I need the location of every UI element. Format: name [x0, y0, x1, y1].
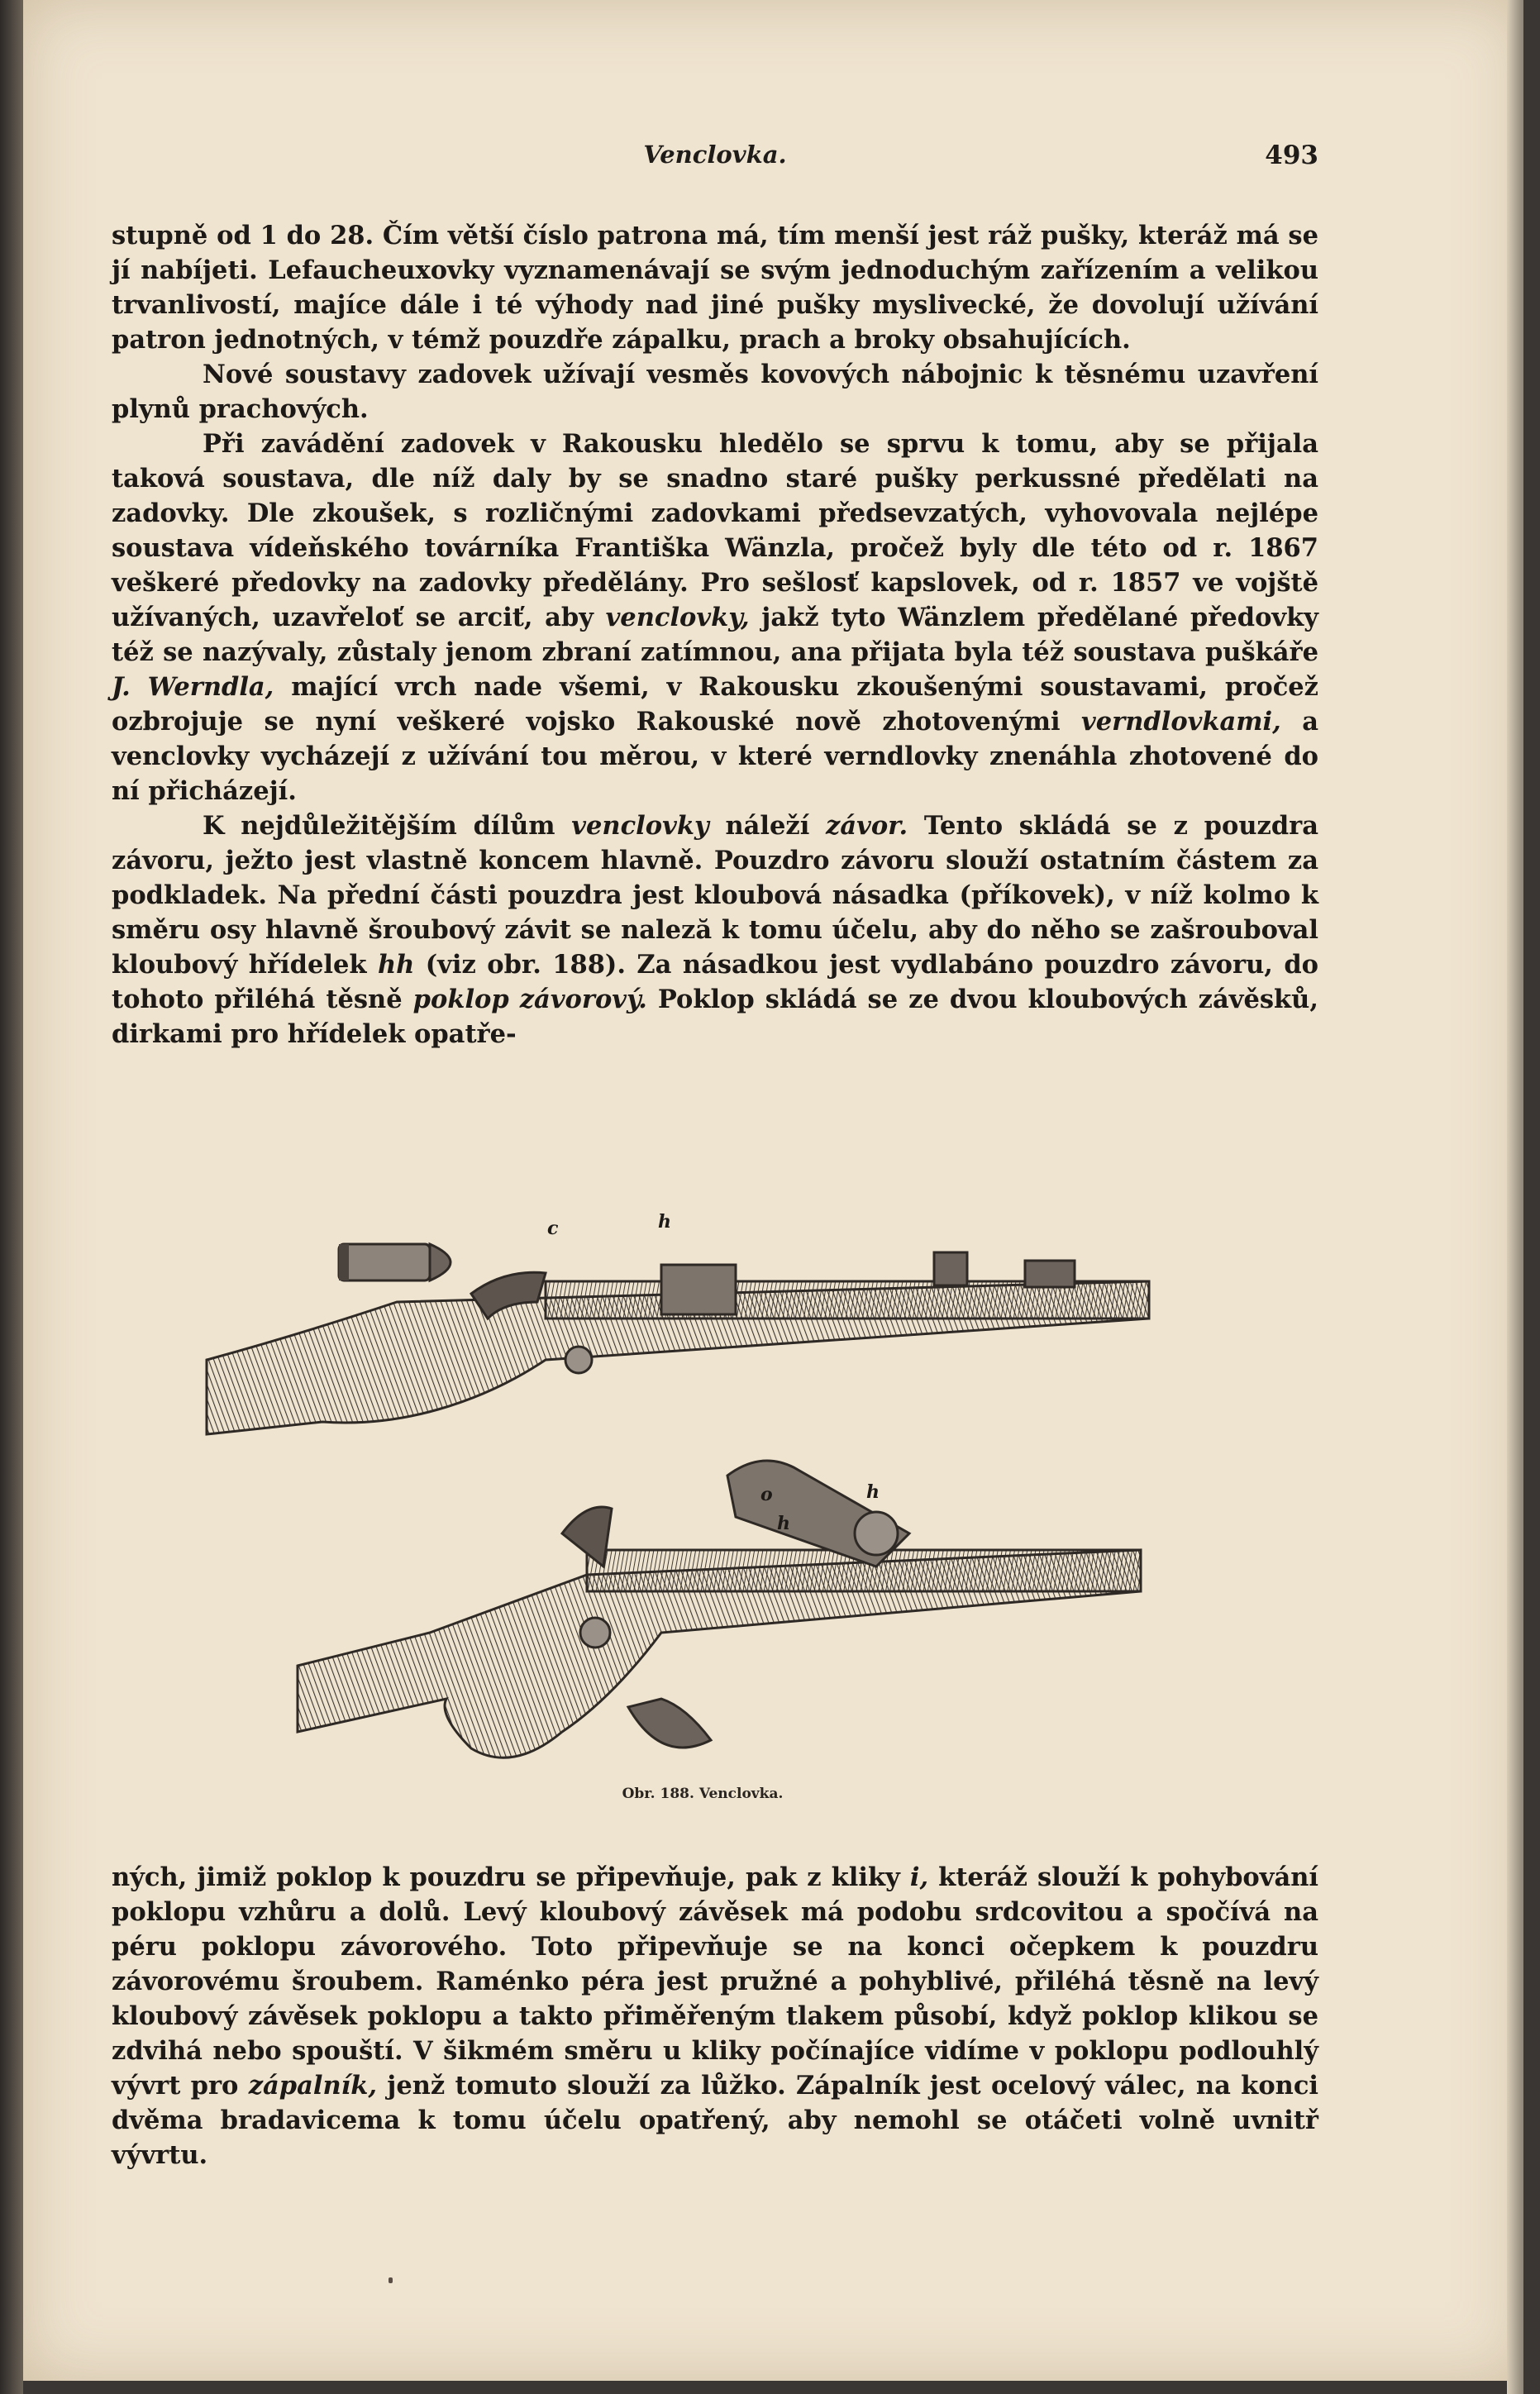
italic-term: verndlovkami,	[1081, 707, 1281, 737]
paragraph	[112, 427, 1318, 808]
book-gutter	[0, 0, 23, 2394]
italic-term: poklop závorový.	[412, 985, 647, 1014]
label-o: o	[760, 1484, 773, 1505]
label-h-mid: h	[777, 1513, 790, 1534]
italic-term: J. Werndla,	[112, 672, 274, 702]
italic-term: i,	[909, 1862, 929, 1892]
label-h-top: h	[658, 1211, 671, 1233]
label-c: c	[547, 1218, 559, 1239]
page-edge	[1507, 0, 1523, 2394]
text-run: Poklop skládá se ze dvou kloubových závěsků, dirkami pro hřídelek opatře-	[112, 985, 1318, 1049]
body-text-bottom	[112, 1860, 1318, 2172]
text-run: ných, jimiž poklop k pouzdru se připevňuje, pak z kliky	[112, 1862, 910, 1892]
print-speck	[389, 2277, 393, 2283]
rifle-open-illustration	[298, 1461, 1141, 1757]
italic-term: hh	[377, 950, 415, 980]
italic-term: zápalník,	[248, 2071, 377, 2101]
running-header	[112, 141, 1318, 182]
italic-term: venclovky	[571, 811, 709, 841]
rifle-engraving	[198, 1203, 1207, 1773]
text-run: stupně od 1 do 28. Čím větší číslo patrona má, tím menší jest ráž pušky, kteráž má se jí nabíjeti. Lefaucheuxovky vyznamenávají se svým jednoduchým zařízením a velikou trvanlivostí, majíce dále i té výhody nad jiné pušky myslivecké, že dovolují užívání patron jednotných, v témž pouzdře zápalku, prach a broky obsahujících.	[112, 221, 1318, 355]
text-run: a venclovky vycházejí z užívání tou měrou, v které verndlovky znenáhla zhotovené do ní přicházejí.	[112, 707, 1318, 806]
text-run: Tento skládá se z pouzdra závoru, ježto jest vlastně koncem hlavně. Pouzdro závoru slouží ostatním částem za podkladek. Na přední části pouzdra jest kloubová násadka (příkovek), v níž kolmo k směru osy hlavně šroubový závit se naleză k tomu účelu, aby do něho se zašrouboval kloubový hřídelek	[112, 811, 1319, 980]
text-run: mající vrch nade všemi, v Rakousku zkoušenými soustavami, pročež ozbrojuje se nyní veškeré vojsko Rakouské nově zhotovenými	[112, 672, 1318, 737]
italic-term: závor.	[826, 811, 908, 841]
paragraph	[112, 357, 1318, 427]
paragraph	[112, 1860, 1318, 2172]
text-run: jenž tomuto slouží za lůžko. Zápalník jest ocelový válec, na konci dvěma bradavicema k tomu účelu opatřený, aby nemohl se otáčeti volně uvnitř vývrtu.	[112, 2071, 1318, 2170]
text-run: Při zavádění zadovek v Rakousku hledělo se sprvu k tomu, aby se přijala taková soustava, dle níž daly by se snadno staré pušky perkussné předělati na zadovky. Dle zkoušek, s rozličnými zadovkami předsevzatých, vyhovovala nejlépe soustava vídeňského továrníka Františka Wänzla, pročež byly dle této od r. 1867 veškeré předovky na zadovky předělány. Pro sešlosť kapslovek, od r. 1857 ve vojště užívaných, uzavřeloť se arciť, aby	[112, 429, 1318, 632]
label-h-right: h	[866, 1481, 880, 1503]
paragraph	[112, 808, 1318, 1052]
body-text-top	[112, 218, 1318, 1052]
text-run: kteráž slouží k pohybování poklopu vzhůru a dolů. Levý kloubový závěsek má podobu srdcovitou a spočívá na péru poklopu závorového. Toto připevňuje se na konci očepkem k pouzdru závorovému šroubem. Raménko péra jest pružné a pohyblivé, přiléhá těsně na levý kloubový závěsek poklopu a takto přiměřeným tlakem působí, když poklop klikou se zdvihá nebo spouští. V šikmém směru u kliky počínajíce vidíme v poklopu podlouhlý vývrt pro	[112, 1862, 1318, 2101]
text-run: (viz obr. 188). Za násadkou jest vydlabáno pouzdro závoru, do tohoto přiléhá těsně	[112, 950, 1318, 1014]
paragraph	[112, 218, 1318, 357]
header-title: Venclovka.	[643, 141, 787, 169]
text-run: náleží	[708, 811, 827, 841]
figure-188	[198, 1203, 1207, 1802]
page-number: 493	[1265, 141, 1318, 170]
cartridge-illustration	[339, 1244, 451, 1280]
text-run: jakž tyto Wänzlem předělané předovky též se nazývaly, zůstaly jenom zbraní zatímnou, ana přijata byla též soustava puškáře	[112, 603, 1318, 667]
text-run: Nové soustavy zadovek užívají vesměs kovových nábojnic k těsnému uzavření plynů prachových.	[112, 360, 1318, 424]
italic-term: venclovky,	[605, 603, 750, 632]
text-run: K nejdůležitějším dílům	[203, 811, 572, 841]
figure-caption: Obr. 188. Venclovka.	[622, 1786, 784, 1802]
